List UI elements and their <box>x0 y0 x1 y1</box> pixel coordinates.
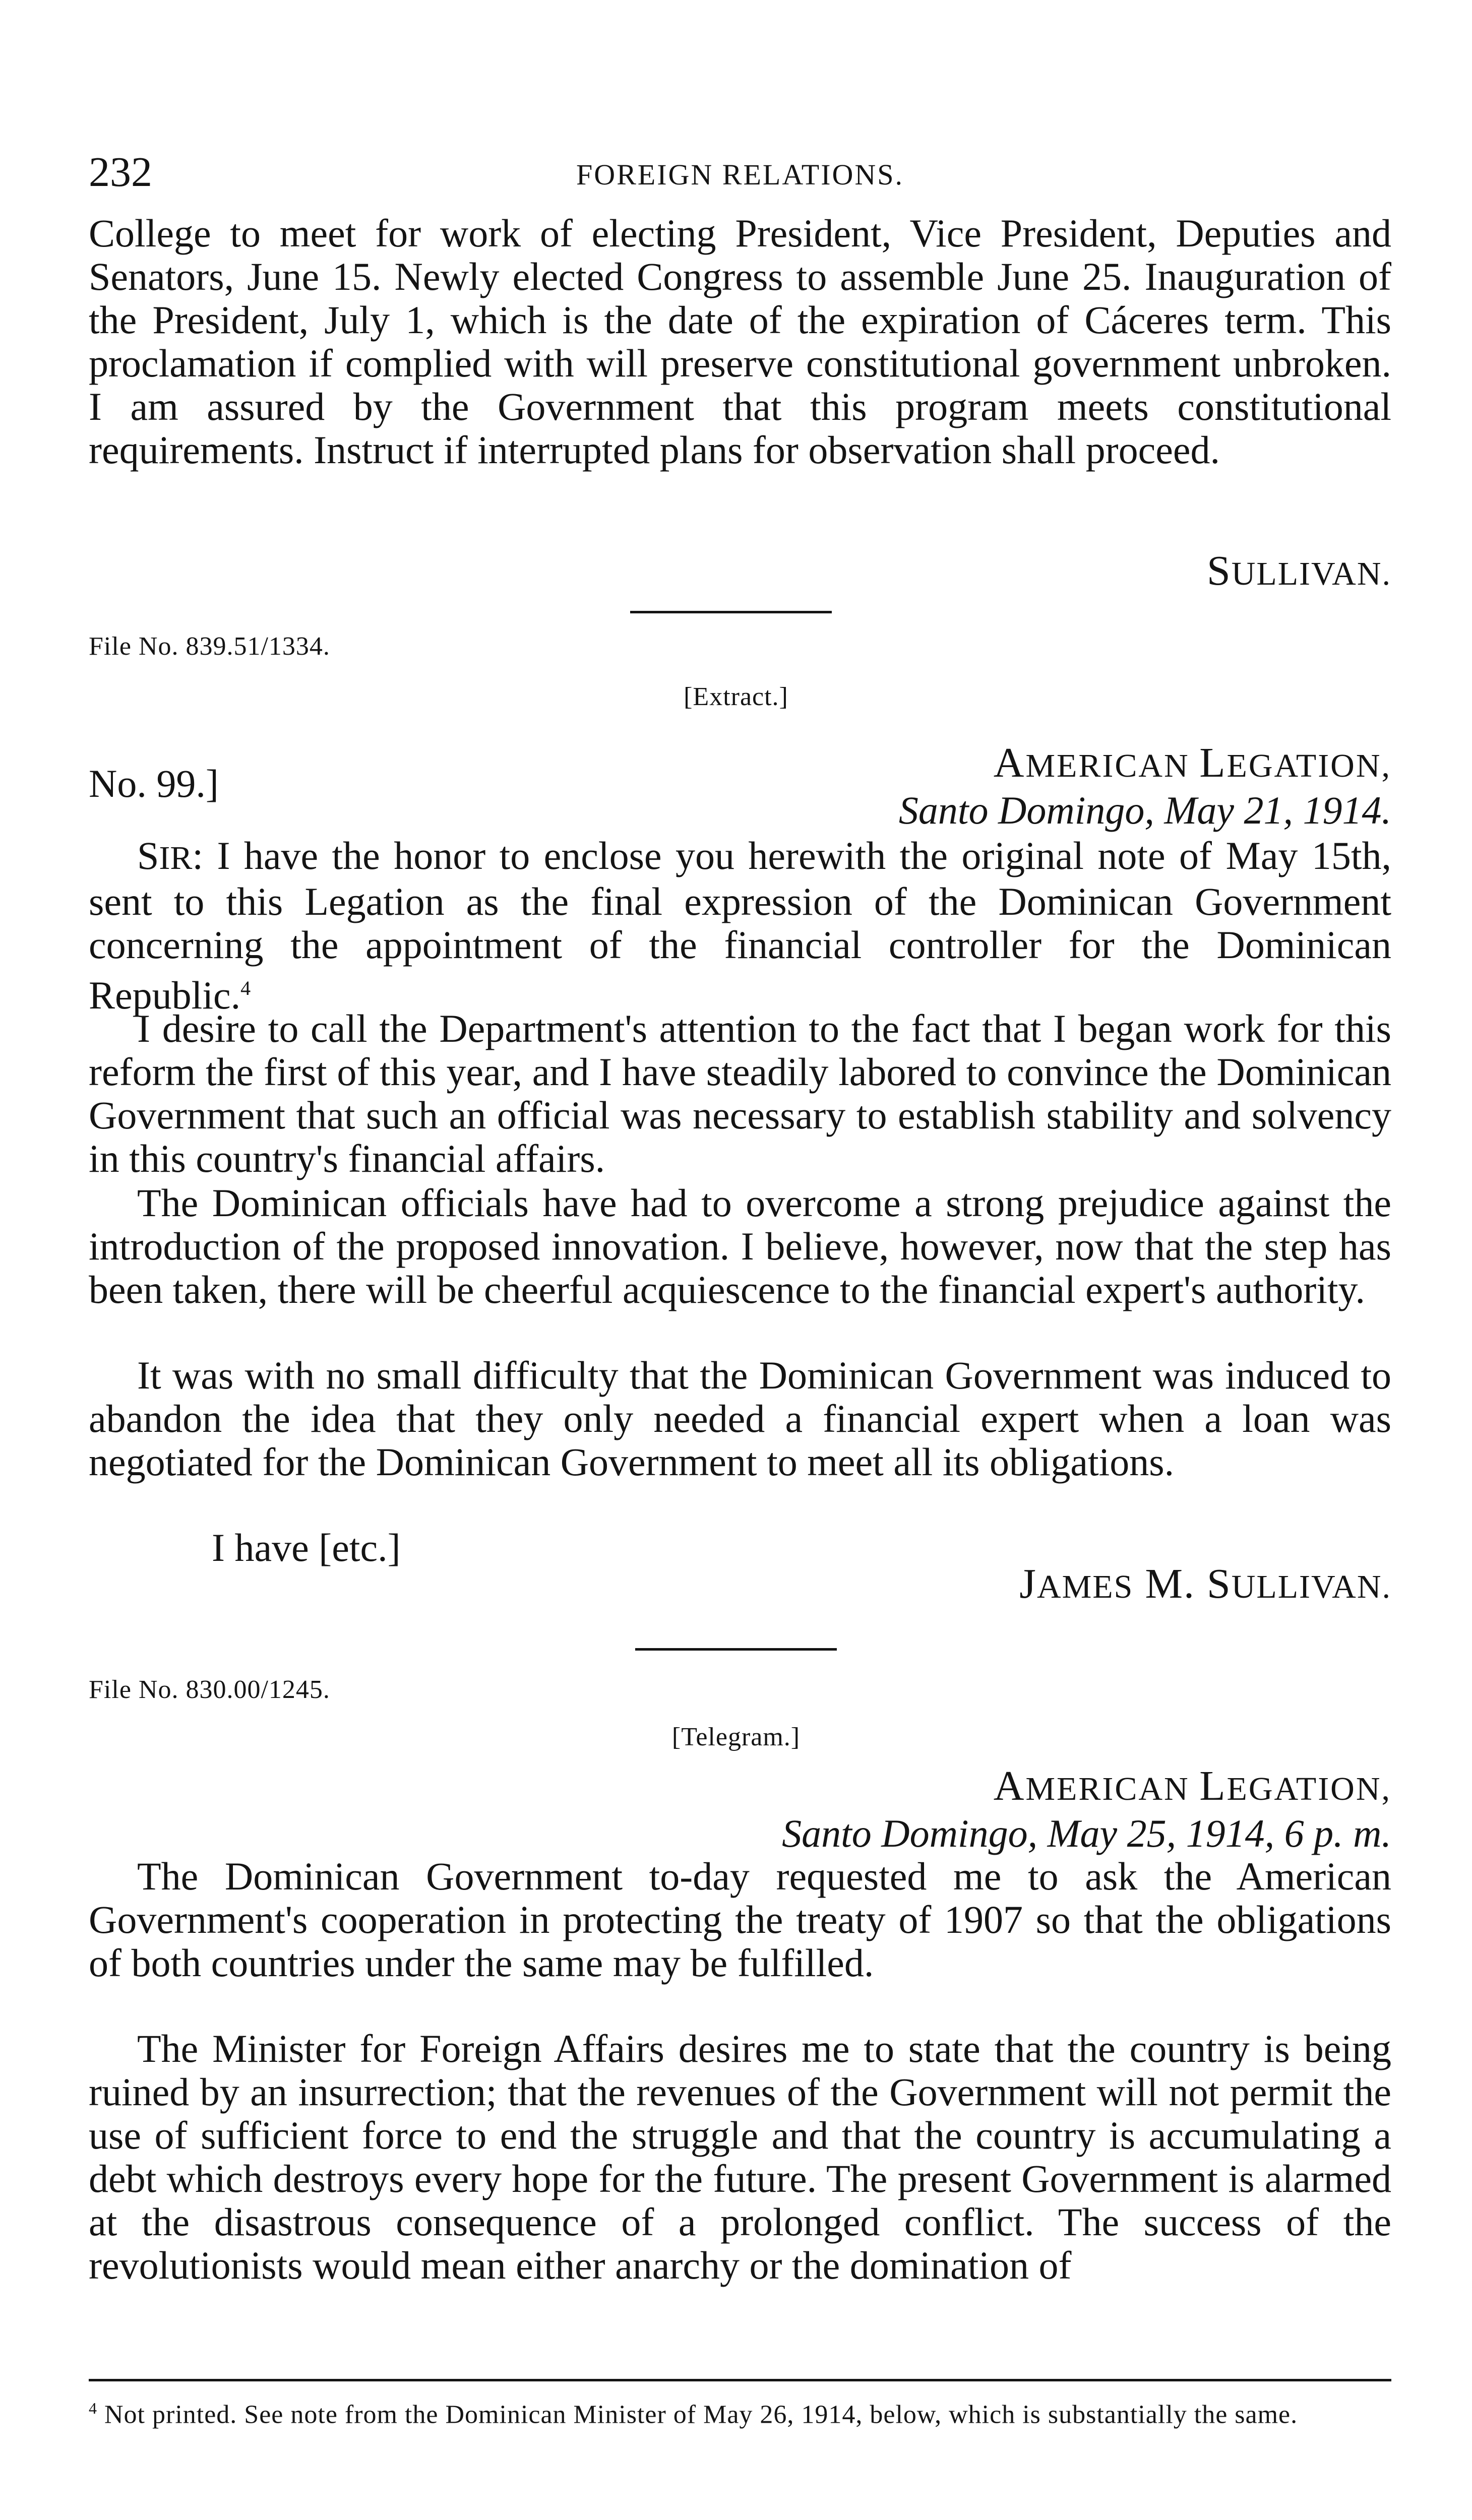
page-number: 232 <box>89 149 152 196</box>
footnote-divider <box>89 2379 1391 2381</box>
telegram-paragraph-2: The Minister for Foreign Affairs desires me to state that the country is being ruined by an insurrection; that the revenues of the Government will not permit the use of sufficient force to end the struggle and that the country is accumulating a debt which destroys every hope for the future. The present Government is alarmed at the disastrous consequence of a prolonged conflict. The success of the revolutionists would mean either anarchy or the domination of <box>89 2027 1391 2287</box>
footnote: $^4$ Not printed. See note from the Dominican Minister of May 26, 1914, below, which is substantially the same. <box>89 2399 1298 2429</box>
section-divider <box>635 1648 837 1651</box>
signature-sullivan: SULLIVAN. <box>1207 547 1391 594</box>
document-type-tag: [Extract.] <box>684 682 788 711</box>
dispatch-number: No. 99.] <box>89 762 219 805</box>
letter-paragraph-3: The Dominican officials have had to overcome a strong prejudice against the introduction of the proposed innovation. I believe, however, now that the step has been taken, there will be cheerful acquiescence to the financial expert's authority. <box>89 1181 1391 1311</box>
telegram-paragraph-1: The Dominican Government to-day requested me to ask the American Government's cooperation in protecting the treaty of 1907 so that the obligations of both countries under the same may be fulfilled. <box>89 1854 1391 1985</box>
page-header <box>89 147 1391 208</box>
signature-james-m-sullivan: JAMES M. SULLIVAN. <box>1019 1560 1391 1607</box>
place-date: Santo Domingo, May 25, 1914, 6 p. m. <box>782 1811 1391 1855</box>
document-type-tag: [Telegram.] <box>671 1723 801 1751</box>
section-divider <box>630 611 832 613</box>
legation-name: AMERICAN LEGATION, <box>993 1762 1391 1809</box>
place-date: Santo Domingo, May 21, 1914. <box>898 788 1391 832</box>
legation-address <box>782 1764 1391 1856</box>
legation-address <box>899 741 1391 833</box>
running-title: FOREIGN RELATIONS. <box>576 158 904 191</box>
letter-paragraph-4: It was with no small difficulty that the Dominican Government was induced to abandon the idea that they only needed a financial expert when a loan was negotiated for the Dominican Government to meet all its obligations. <box>89 1353 1391 1484</box>
closing: I have [etc.] <box>212 1526 401 1569</box>
letter-paragraph-1: SIR: I have the honor to enclose you herewith the original note of May 15th, sent to this Legation as the final expression of the Dominican Government concerning the appointment of the financial controller for the Dominican Republic.$^4$ <box>89 834 1391 1017</box>
file-number: File No. 830.00/1245. <box>89 1675 330 1704</box>
letter-paragraph-2: I desire to call the Department's attention to the fact that I began work for this reform the first of this year, and I have steadily labored to convince the Dominican Government that such an official was necessary to establish stability and solvency in this country's financial affairs. <box>89 1006 1391 1180</box>
legation-name: AMERICAN LEGATION, <box>993 739 1391 786</box>
file-number: File No. 839.51/1334. <box>89 632 330 661</box>
continued-paragraph: College to meet for work of electing President, Vice President, Deputies and Senators, June 15. Newly elected Congress to assemble June 25. Inauguration of the President, July 1, which is the date of the expiration of Cáceres term. This proclamation if complied with will preserve constitutional government unbroken. I am assured by the Government that this program meets constitutional requirements. Instruct if interrupted plans for observation shall proceed. <box>89 211 1391 472</box>
footnote-reference: 4 <box>240 977 251 999</box>
